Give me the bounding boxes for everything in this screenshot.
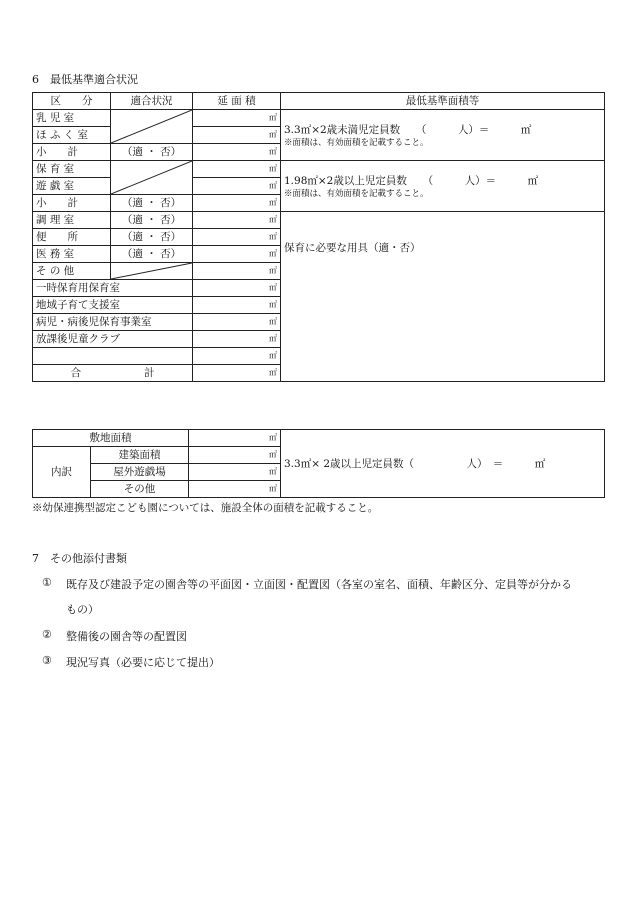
item2-text: 整備後の園舎等の配置図 (66, 630, 187, 643)
area-unit: ㎡ (193, 212, 281, 229)
area-unit: ㎡ (189, 481, 281, 498)
row-yugishitsu: 遊 戯 室 (33, 178, 111, 195)
item3-number: ③ (42, 654, 52, 667)
row-byoji: 病児・病後児保育事業室 (33, 314, 193, 331)
row-imushitsu: 医 務 室 (33, 246, 111, 263)
diagonal-cell (111, 263, 193, 280)
area-unit: ㎡ (193, 127, 281, 144)
area-unit: ㎡ (189, 464, 281, 481)
kenchiku-label: 建築面積 (91, 447, 189, 464)
standards-table (32, 92, 605, 382)
area-unit: ㎡ (193, 263, 281, 280)
row-chiiki: 地域子育て支援室 (33, 297, 193, 314)
area-unit: ㎡ (193, 297, 281, 314)
okugai-label: 屋外遊戯場 (91, 464, 189, 481)
row-hofukushitsu: ほ ふ く 室 (33, 127, 111, 144)
item1-line2: もの） (66, 603, 99, 616)
item3-text: 現況写真（必要に応じて提出） (66, 656, 220, 669)
criteria1-formula: 3.3㎡×2歳未満児定員数 （ 人）＝ ㎡ (284, 123, 532, 136)
header-enmenseki: 延 面 積 (193, 93, 281, 110)
row-hokago: 放課後児童クラブ (33, 331, 193, 348)
footnote: ※幼保連携型認定こども園については、施設全体の面積を記載すること。 (32, 502, 379, 514)
criteria3-text: 保育に必要な用具（適・否） (284, 242, 421, 254)
area-unit: ㎡ (193, 331, 281, 348)
header-kubun: 区 分 (33, 93, 111, 110)
area-unit: ㎡ (193, 229, 281, 246)
area-unit: ㎡ (193, 280, 281, 297)
row-benjo: 便 所 (33, 229, 111, 246)
area-unit: ㎡ (193, 348, 281, 365)
tekihi-select: （適 ・ 否） (111, 229, 193, 246)
sonota-label: その他 (91, 481, 189, 498)
row-nyujishitsu: 乳 児 室 (33, 110, 111, 127)
diagonal-cell (111, 110, 193, 144)
area-unit: ㎡ (193, 178, 281, 195)
criteria2-cell (281, 161, 605, 212)
criteria1-cell (281, 110, 605, 161)
tekihi-select: （適 ・ 否） (111, 144, 193, 161)
item1-number: ① (42, 576, 52, 589)
row-gokei: 合 計 (33, 365, 193, 382)
tekihi-select: （適 ・ 否） (111, 212, 193, 229)
row-blank (33, 348, 193, 365)
area-unit: ㎡ (189, 447, 281, 464)
uchiwake-label: 内訳 (33, 447, 91, 498)
diagonal-cell (111, 161, 193, 195)
area-unit: ㎡ (193, 195, 281, 212)
row-chorishitsu: 調 理 室 (33, 212, 111, 229)
shikichi-label: 敷地面積 (33, 430, 189, 447)
area-unit: ㎡ (193, 161, 281, 178)
row-sonota: そ の 他 (33, 263, 111, 280)
item2-number: ② (42, 628, 52, 641)
criteria2-note: ※面積は、有効面積を記載すること。 (284, 188, 429, 199)
site-area-table (32, 429, 605, 498)
row-hoikushitsu: 保 育 室 (33, 161, 111, 178)
row-ichiji: 一時保育用保育室 (33, 280, 193, 297)
row-shokei1: 小 計 (33, 144, 111, 161)
section6-title: 6 最低基準適合状況 (32, 73, 138, 86)
header-tekigo: 適合状況 (111, 93, 193, 110)
area-unit: ㎡ (193, 144, 281, 161)
site-formula: 3.3㎡× 2歳以上児定員数（ 人） ＝ ㎡ (281, 430, 605, 498)
area-unit: ㎡ (193, 246, 281, 263)
row-shokei2: 小 計 (33, 195, 111, 212)
item1-line1: 既存及び建設予定の園舎等の平面図・立面図・配置図（各室の室名、面積、年齢区分、定員等が分かる (66, 578, 572, 591)
tekihi-select: （適 ・ 否） (111, 195, 193, 212)
area-unit: ㎡ (193, 314, 281, 331)
area-unit: ㎡ (189, 430, 281, 447)
header-saitei: 最低基準面積等 (281, 93, 605, 110)
section7-title: 7 その他添付書類 (32, 552, 127, 565)
area-unit: ㎡ (193, 110, 281, 127)
area-unit: ㎡ (193, 365, 281, 382)
criteria2-formula: 1.98㎡×2歳以上児定員数 （ 人）＝ ㎡ (284, 174, 539, 187)
criteria3-cell (281, 212, 605, 382)
criteria1-note: ※面積は、有効面積を記載すること。 (284, 137, 429, 148)
tekihi-select: （適 ・ 否） (111, 246, 193, 263)
